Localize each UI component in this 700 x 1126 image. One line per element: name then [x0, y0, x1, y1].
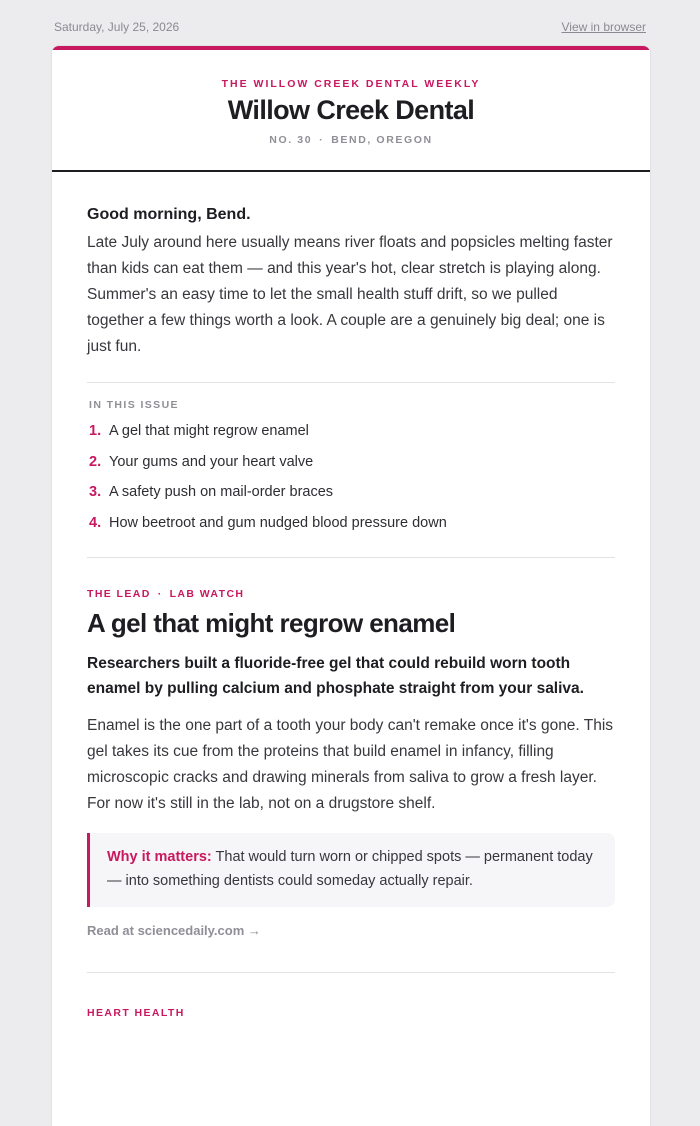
- newsletter-content: [52, 206, 650, 1019]
- toc-item-text: Your gums and your heart valve: [109, 453, 314, 470]
- toc-item-text: A gel that might regrow enamel: [109, 423, 309, 439]
- toc-item[interactable]: [89, 482, 615, 513]
- toc-item-number: 1.: [89, 423, 102, 439]
- lead-dek: Researchers built a fluoride-free gel that could rebuild worn tooth enamel by pulling calcium and phosphate straight from your saliva.: [87, 655, 584, 697]
- lead-kicker-secondary: LAB WATCH: [169, 588, 245, 600]
- newsletter-card: [51, 45, 651, 1126]
- lead-kicker-primary: THE LEAD: [87, 588, 151, 600]
- lead-headline: A gel that might regrow enamel: [87, 608, 456, 638]
- read-more-link[interactable]: Read at sciencedaily.com →: [87, 923, 261, 938]
- greeting-title: Good morning, Bend.: [87, 206, 251, 223]
- masthead-meta: [52, 134, 650, 146]
- next-section-kicker: HEART HEALTH: [87, 1007, 185, 1019]
- send-date: Saturday, July 25, 2026: [54, 20, 180, 34]
- masthead-title: Willow Creek Dental: [227, 95, 475, 125]
- toc-item-number: 3.: [89, 484, 102, 500]
- masthead-eyebrow: THE WILLOW CREEK DENTAL WEEKLY: [221, 78, 481, 90]
- toc-item-text: A safety push on mail-order braces: [109, 484, 334, 500]
- email-topbar: [54, 20, 646, 36]
- meta-separator: ·: [319, 134, 325, 146]
- callout-text: That would turn worn or chipped spots — permanent today — into something dentists could someday actually repair.: [107, 849, 593, 889]
- toc-item[interactable]: [89, 513, 615, 544]
- why-it-matters-callout: [87, 833, 615, 907]
- location: BEND, OREGON: [331, 134, 433, 146]
- callout-label: Why it matters:: [107, 849, 212, 865]
- table-of-contents: [87, 382, 615, 558]
- kicker-separator: ·: [157, 588, 163, 600]
- toc-label: IN THIS ISSUE: [89, 399, 179, 411]
- issue-number: NO. 30: [269, 134, 313, 146]
- toc-list: [89, 421, 615, 543]
- toc-item-number: 4.: [89, 514, 102, 531]
- toc-item-number: 2.: [89, 453, 102, 470]
- toc-item[interactable]: [89, 421, 615, 452]
- lead-body: Enamel is the one part of a tooth your body can't remake once it's gone. This gel takes its cue from the proteins that build enamel in infancy, filling microscopic cracks and drawing minerals from saliva to grow a fresh layer. For now it's still in the lab, not on a drugstore shelf.: [87, 717, 614, 812]
- section-divider: [87, 972, 615, 973]
- lead-kicker: [87, 588, 615, 600]
- masthead: [52, 50, 650, 172]
- toc-item-text: How beetroot and gum nudged blood pressure down: [109, 514, 447, 531]
- view-in-browser-link[interactable]: View in browser: [561, 20, 646, 34]
- toc-item[interactable]: [89, 452, 615, 483]
- greeting-body: Late July around here usually means river floats and popsicles melting faster than kids can eat them — and this year's hot, clear stretch is playing along. Summer's an easy time to let the small health stuff drift, so we pulled together a few things worth a look. A couple are a genuinely big deal; one is just fun.: [87, 234, 613, 355]
